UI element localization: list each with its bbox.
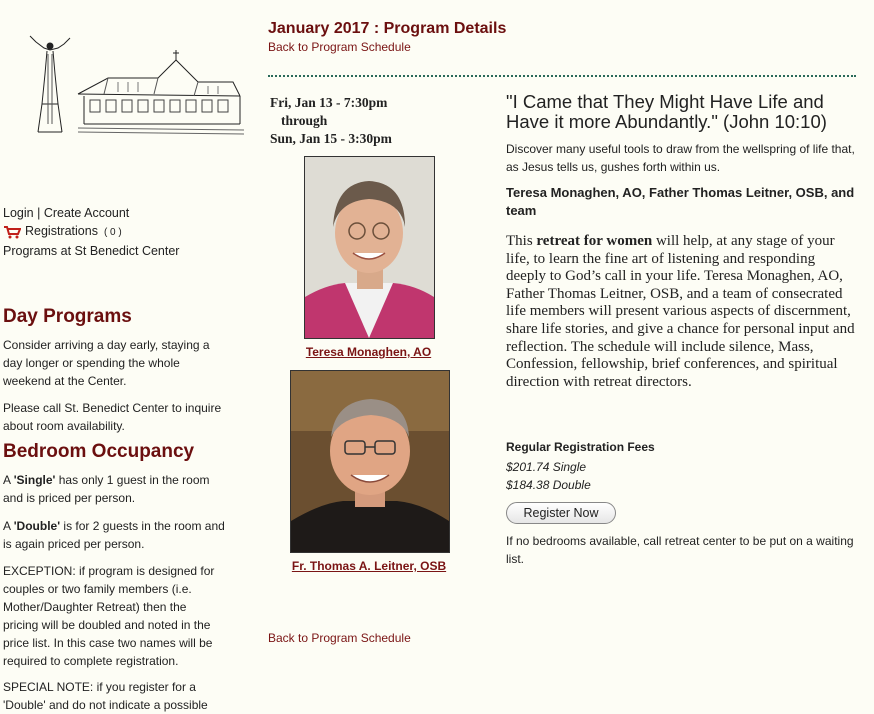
day-programs-call-text: Please call St. Benedict Center to inquire about room availability. bbox=[3, 401, 222, 433]
start-date: Fri, Jan 13 bbox=[270, 95, 333, 110]
back-to-schedule-link-bottom[interactable]: Back to Program Schedule bbox=[268, 631, 411, 645]
registrations-link[interactable]: Registrations bbox=[25, 224, 98, 238]
divider bbox=[268, 75, 856, 77]
login-link[interactable]: Login bbox=[3, 206, 34, 220]
special-note-text: SPECIAL NOTE: if you register for a 'Double' and do not indicate a possible bbox=[3, 680, 208, 712]
presenter-name-teresa[interactable]: Teresa Monaghen, AO bbox=[305, 345, 432, 359]
presenter-photo-teresa[interactable] bbox=[304, 156, 435, 339]
fee-single: $201.74 Single bbox=[506, 460, 587, 474]
program-intro: Discover many useful tools to draw from the wellspring of life that, as Jesus tells us, gushes forth within us. bbox=[506, 142, 855, 174]
fee-double: $184.38 Double bbox=[506, 478, 591, 492]
programs-link[interactable]: Programs at St Benedict Center bbox=[3, 244, 180, 258]
back-to-schedule-link[interactable]: Back to Program Schedule bbox=[268, 40, 411, 54]
registrations-count: ( 0 ) bbox=[103, 227, 122, 238]
fees-heading: Regular Registration Fees bbox=[506, 440, 655, 454]
registration-fees bbox=[506, 440, 856, 494]
shopping-cart-icon[interactable] bbox=[3, 225, 21, 239]
presenter-photo-thomas[interactable] bbox=[290, 370, 450, 553]
program-details bbox=[506, 92, 858, 391]
double-occupancy-text: A 'Double' is for 2 guests in the room and is again priced per person. bbox=[3, 519, 225, 551]
create-account-link[interactable]: Create Account bbox=[43, 206, 130, 220]
program-dates bbox=[270, 94, 392, 148]
st-benedict-center-logo bbox=[18, 34, 246, 138]
program-leaders: Teresa Monaghen, AO, Father Thomas Leitner, OSB, and team bbox=[506, 185, 855, 218]
single-occupancy-text: A 'Single' has only 1 guest in the room and is priced per person. bbox=[3, 473, 210, 505]
through-text: through bbox=[281, 113, 328, 128]
bedroom-occupancy-heading: Bedroom Occupancy bbox=[3, 441, 195, 462]
end-date: Sun, Jan 15 bbox=[270, 131, 338, 146]
day-programs-heading: Day Programs bbox=[3, 306, 132, 327]
register-now-button[interactable]: Register Now bbox=[506, 502, 616, 524]
program-description: This retreat for women will help, at any stage of your life, to learn the fine art of listening and responding deeply to God’s call in your life. Teresa Monaghen, AO, Father Thomas Leitner, OSB, and a team of consecrated life members will present various aspects of discernment, share life stories, and give a chance for personal input and reflection. The schedule will include silence, Mass, Confession, fellowship, brief conferences, and spiritual direction with retreat directors. bbox=[506, 233, 855, 390]
presenter-name-thomas[interactable]: Fr. Thomas A. Leitner, OSB bbox=[291, 559, 447, 573]
day-programs-text: Consider arriving a day early, staying a day longer or spending the whole weekend at the Center. bbox=[3, 338, 210, 388]
account-separator: | bbox=[37, 206, 41, 220]
start-time: - 7:30pm bbox=[332, 95, 388, 110]
account-links bbox=[3, 204, 179, 260]
end-time: - 3:30pm bbox=[337, 131, 392, 146]
page-title: January 2017 : Program Details bbox=[268, 20, 507, 37]
exception-text: EXCEPTION: if program is designed for couples or two family members (i.e. Mother/Daughter Retreat) then the pricing will be doubled and noted in the price list. In this case two names will be required to complete registration. bbox=[3, 564, 215, 668]
program-quote: "I Came that They Might Have Life and Have it more Abundantly." (John 10:10) bbox=[506, 91, 827, 132]
no-bedrooms-note: If no bedrooms available, call retreat center to be put on a waiting list. bbox=[506, 534, 854, 566]
